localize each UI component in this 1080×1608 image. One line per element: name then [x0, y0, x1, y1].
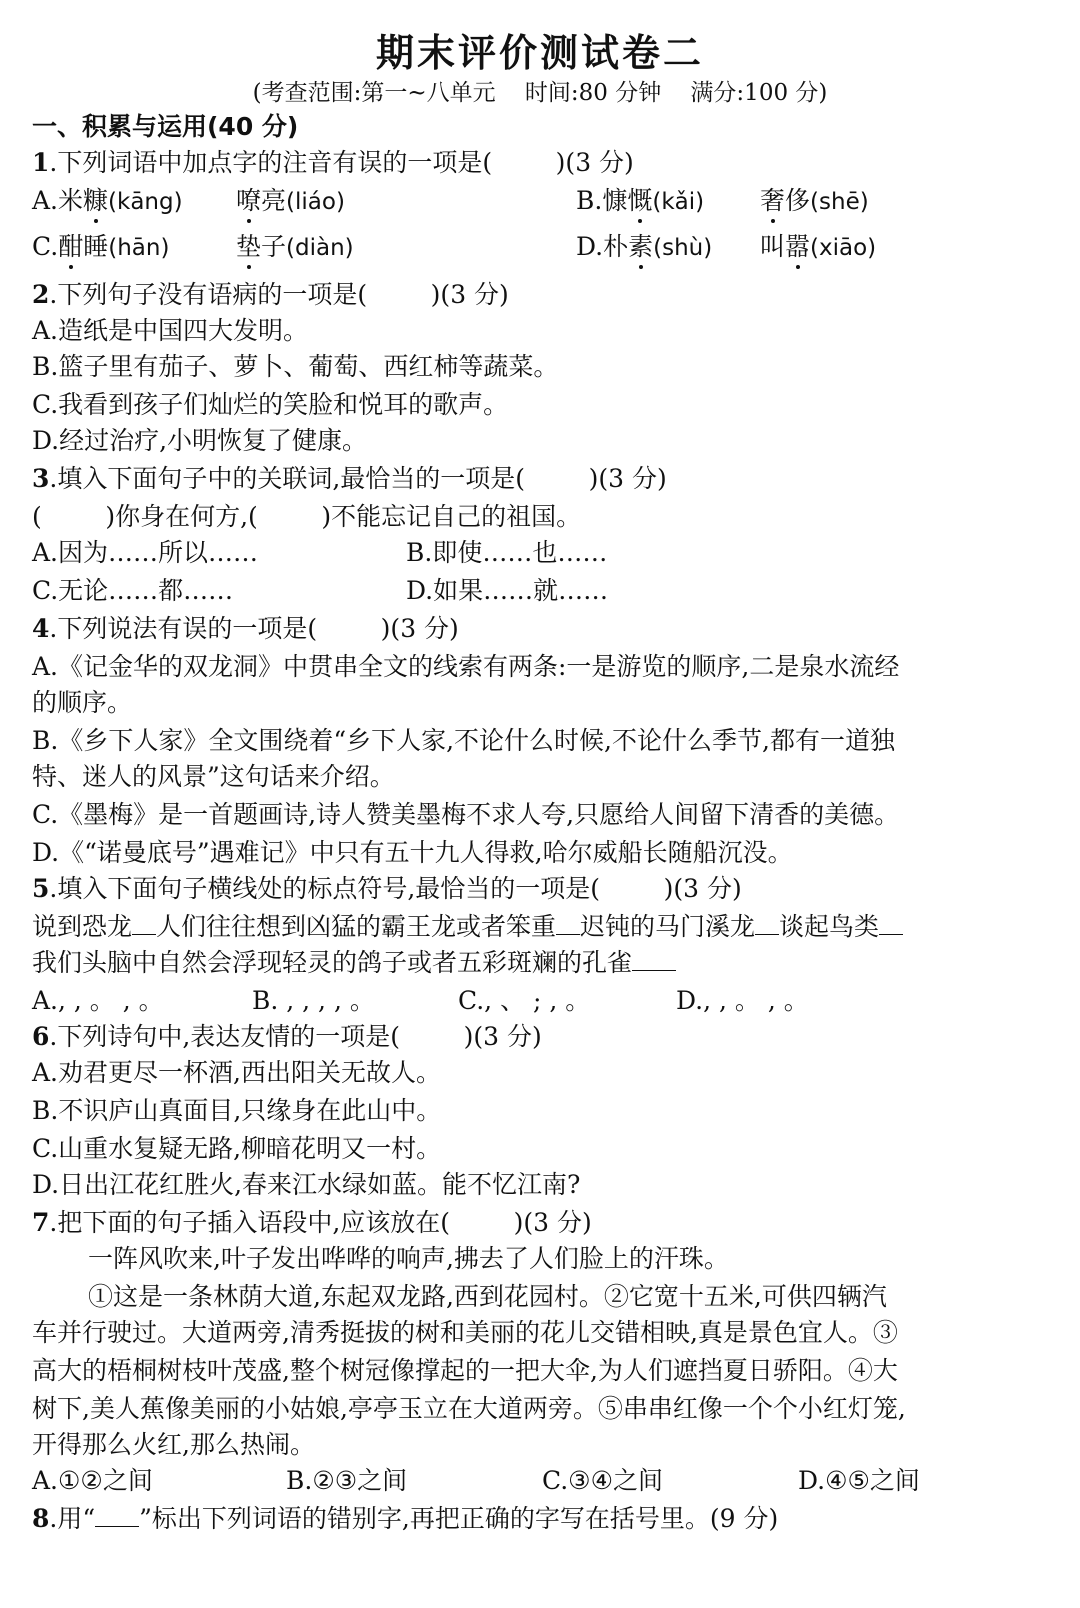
q7-option-a: A.①②之间	[32, 1466, 153, 1495]
q1-option-c-word2: 垫子(diàn)	[236, 230, 354, 265]
q5-sentence-line2: 我们头脑中自然会浮现轻灵的鸽子或者五彩斑斓的孔雀	[32, 946, 676, 980]
q3-option-a: A.因为……所以……	[32, 538, 259, 567]
q4-option-b: B.《乡下人家》全文围绕着“乡下人家,不论什么时候,不论什么季节,都有一道独	[32, 726, 895, 755]
q7-option-b: B.②③之间	[286, 1466, 408, 1495]
q4-option-c: C.《墨梅》是一首题画诗,诗人赞美墨梅不求人夸,只愿给人间留下清香的美德。	[32, 800, 900, 829]
page-title: 期末评价测试卷二	[375, 31, 704, 75]
q4-option-a-cont: 的顺序。	[32, 688, 133, 717]
q1-option-a-word2: 嘹亮(liáo)	[236, 184, 345, 219]
q2-option-a: A.造纸是中国四大发明。	[32, 316, 309, 345]
q3-option-c: C.无论……都……	[32, 576, 234, 605]
q5-option-c: C., 、 ; , 。	[458, 986, 591, 1015]
question-4-stem: 4.下列说法有误的一项是( )(3 分)	[32, 614, 459, 643]
q6-option-b: B.不识庐山真面目,只缘身在此山中。	[32, 1096, 442, 1125]
q4-option-b-cont: 特、迷人的风景”这句话来介绍。	[32, 762, 395, 791]
q7-passage-line4: 树下,美人蕉像美丽的小姑娘,亭亭玉立在大道两旁。⑤串串红像一个个小红灯笼,	[32, 1394, 906, 1423]
q5-option-a: A., , 。 , 。	[32, 986, 164, 1015]
q2-option-c: C.我看到孩子们灿烂的笑脸和悦耳的歌声。	[32, 390, 509, 419]
question-8-stem: 8.用“ ”标出下列词语的错别字,再把正确的字写在括号里。(9 分)	[32, 1504, 779, 1533]
section-heading: 一、积累与运用(40 分)	[32, 112, 299, 141]
question-number: 1	[32, 148, 50, 177]
question-2-stem: 2.下列句子没有语病的一项是( )(3 分)	[32, 280, 509, 309]
q1-option-d-word2: 叫嚣(xiāo)	[760, 230, 876, 265]
question-6-stem: 6.下列诗句中,表达友情的一项是( )(3 分)	[32, 1022, 542, 1051]
q5-option-b: B. , , , , 。	[252, 986, 375, 1015]
q7-passage-line1: ①这是一条林荫大道,东起双龙路,西到花园村。②它宽十五米,可供四辆汽	[88, 1282, 887, 1311]
q1-option-b: B.慷慨(kǎi)	[576, 184, 704, 219]
question-3-stem: 3.填入下面句子中的关联词,最恰当的一项是( )(3 分)	[32, 464, 667, 493]
q3-option-d: D.如果……就……	[406, 576, 609, 605]
q7-passage-line3: 高大的梧桐树枝叶茂盛,整个树冠像撑起的一把大伞,为人们遮挡夏日骄阳。④大	[32, 1356, 898, 1385]
q7-insert-sentence: 一阵风吹来,叶子发出哗哗的响声,拂去了人们脸上的汗珠。	[88, 1244, 729, 1273]
q2-option-d: D.经过治疗,小明恢复了健康。	[32, 426, 368, 455]
q3-option-b: B.即使……也……	[406, 538, 608, 567]
q1-option-c: C.酣睡(hān)	[32, 230, 169, 265]
q1-option-d: D.朴素(shù)	[576, 230, 712, 265]
q5-sentence-line1: 说到恐龙 人们往往想到凶猛的霸王龙或者笨重 迟钝的马门溪龙 谈起鸟类	[32, 910, 903, 944]
q4-option-a: A.《记金华的双龙洞》中贯串全文的线索有两条:一是游览的顺序,二是泉水流经	[32, 652, 900, 681]
q6-option-a: A.劝君更尽一杯酒,西出阳关无故人。	[32, 1058, 441, 1087]
question-1-stem	[32, 146, 634, 180]
q5-option-d: D., , 。 , 。	[676, 986, 809, 1015]
q7-option-c: C.③④之间	[542, 1466, 664, 1495]
q6-option-c: C.山重水复疑无路,柳暗花明又一村。	[32, 1134, 442, 1163]
q3-sentence: ( )你身在何方,( )不能忘记自己的祖国。	[32, 502, 582, 531]
q7-passage-line5: 开得那么火红,那么热闹。	[32, 1430, 315, 1459]
q2-option-b: B.篮子里有茄子、萝卜、葡萄、西红柿等蔬菜。	[32, 352, 559, 381]
question-7-stem: 7.把下面的句子插入语段中,应该放在( )(3 分)	[32, 1208, 592, 1237]
q4-option-d: D.《“诺曼底号”遇难记》中只有五十九人得救,哈尔威船长随船沉没。	[32, 838, 793, 867]
q7-passage-line2: 车并行驶过。大道两旁,清秀挺拔的树和美丽的花儿交错相映,真是景色宜人。③	[32, 1318, 898, 1347]
question-5-stem: 5.填入下面句子横线处的标点符号,最恰当的一项是( )(3 分)	[32, 874, 742, 903]
exam-info: (考查范围:第一~八单元 时间:80 分钟 满分:100 分)	[252, 80, 828, 106]
q1-option-b-word2: 奢侈(shē)	[760, 184, 869, 219]
question-text: .下列词语中加点字的注音有误的一项是( )(3 分)	[49, 148, 634, 177]
q1-option-a: A.米糠(kāng)	[32, 184, 183, 219]
q6-option-d: D.日出江花红胜火,春来江水绿如蓝。能不忆江南?	[32, 1170, 581, 1199]
q7-option-d: D.④⑤之间	[798, 1466, 920, 1495]
